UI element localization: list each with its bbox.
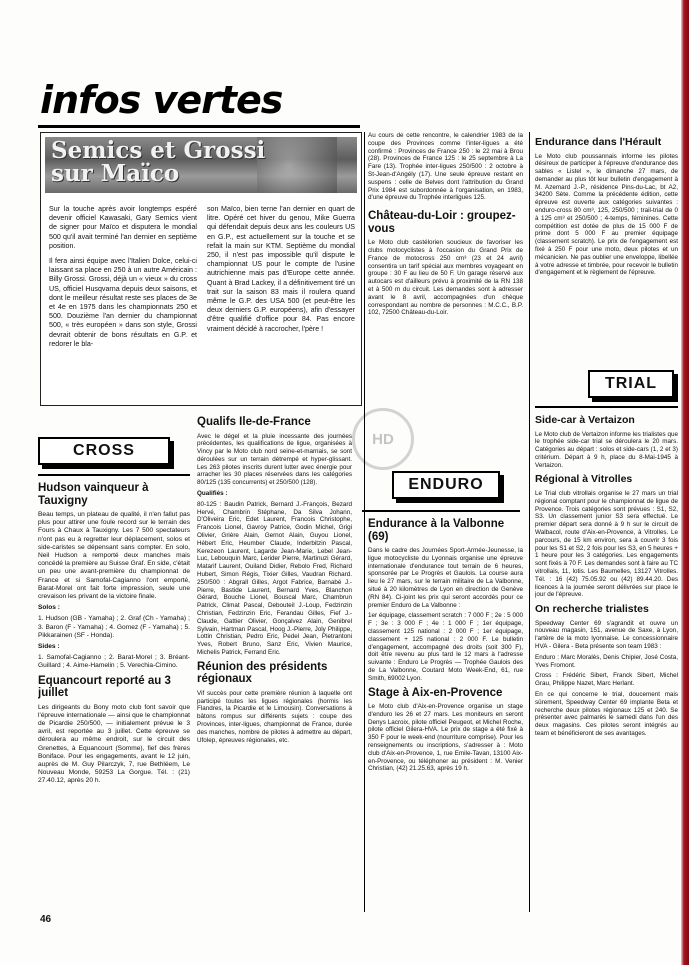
semics-title-line2: sur Maïco: [51, 160, 180, 187]
calendar-text: Au cours de cette rencontre, le calendrier 1983 de la coupe des Provinces comme l'inter-ligues a été confirmé : Provinces de France 250 : le 22 mai à Brou (28). Provinces de France 125 : le 25 septembre à La Fare (13). Trophée inter-ligues 250/500 : 2 octobre à St-Jean-d'Angély (17). Une seule épreuve restant en suspens : celle de Belves dont l'attribution du Grand Prix 1984 est subordonnée à l'organisation, en 1983, d'une épreuve du Trophée interligues 125.: [368, 132, 523, 202]
hudson-title: Hudson vainqueur à Tauxigny: [38, 482, 149, 507]
equancourt-text: Les dirigeants du Bony moto club font savoir que l'épreuve internationale — ainsi que le championnat de Picardie 250/500, — initialement prévue le 3 avril, est reportée au 3 juillet. Cette épreuve se déroulera au même endroit, sur le circuit des Grenettes, à Equancourt (Somme), fief des frères Boniface. Pour les engagements, avant le 12 juin, auprès de M. Guy Pilarczyk, 7, rue Bethléem, Le Nouveau Monde, 59253 La Gorgue. Tél. : (21) 27.40.12, après 20 h.: [38, 703, 190, 785]
rider-photo: [257, 137, 337, 193]
trialistes-text: Speedway Center 69 s'agrandit et ouvre un nouveau magasin, 151, avenue de Saxe, à Lyon, l'artère de la moto lyonnaise. Le concessionnaire HVA - Gilera - Beta présente son team 1983 :: [535, 619, 678, 651]
semics-title: [51, 139, 265, 185]
sides-results: 1. Samofal-Cagianno ; 2. Barat-Morel ; 3. Bréant-Guillard ; 4. Aime-Hamelin ; 5. Verechia-Cimino.: [38, 654, 190, 670]
valbonne-title: Endurance à la Valbonne (69): [368, 518, 505, 543]
solos-label: Solos :: [38, 604, 60, 612]
column-divider: [529, 132, 530, 912]
aix-text: Le Moto club d'Aix-en-Provence organise un stage d'enduro les 26 et 27 mars. Les moniteurs en seront Denys Lacroix, pilote officiel Peugeot, et Michel Roche, pilote officiel Gilera-HVA. Le prix de stage a été fixé à 350 F pour le week-end (nourriture comprise). Pour les renseignements ou inscriptions, s'adresser à : Moto club d'Aix-en-Provence, 1, rue Emile-Tavan, 13100 Aix-en-Provence, ou téléphoner au président : M. Venier Christian, (42) 21.25.63, après 19 h.: [368, 703, 523, 773]
valbonne-text: Dans le cadre des Journées Sport-Armée-Jeunesse, la ligue motocycliste du Lyonnais organise une épreuve internationale d'endurance tout terrain de 6 heures, sponsorée par Le Progrès et Gaulois. La course aura lieu le 27 mars, sur le terrain militaire de La Valbonne, situé à 20 kilomètres de Lyon en direction de Genève (RN 84). Ci-joint les prix qui seront accordés pour ce premier Enduro de La Valbonne :: [368, 547, 523, 609]
hd-watermark: HD: [352, 408, 414, 470]
cross-column: [38, 478, 190, 908]
enduro-column: [368, 514, 523, 914]
qualified-list: 80-125 : Baudin Patrick, Bernard J.-François, Bezard Hervé, Chambrin Stéphane, Da Silva Johann, D'Oliveira Eric, Edet Laurent, Francois Christophe, Francois Lionel, Gavroy Patrice, Godin Michel, Grigi Olivier, Grière Alain, Gernot Alain, Guyou Lionel, Hébert Eric, Heumber Claude, Inderbitzin Pascal, Kerezeon Laurent, Lagarde Jean-Marie, Lebel Jean-Luc, Lebouquin Marc, Lerider Pierre, Martinuzi Gérard, Matarif Laurent, Ouiland Didier, Rebolo Fred, Richard Hubert, Simon Régis, Tixier Gilles, Vaudran Richard. 250/500 : Abgrall Gilles, Argot Fabrice, Barnabé J.-Pierre, Bastide Laurent, Bernard Yves, Blanchon Gérard, Bouche Lionel, Bouscal Marc, Chambrun Patrick, Climat Pascal, Debouteil J.-Loup, Fedzinzin Christian, Fedzinzin Eric, Ferandau Gilles, Fief J.-Claude, Gattier Olivier, Gonçalvez Alain, Genibrel Sylvain, Hartman Pascal, Hoog J.-Pierre, Joly Philippe, Lottin Christian, Pedro Eric, Pedel Jean, Pietrantoni Yves, Robert Bruno, Sanz Eric, Vivien Maurice, Michelis Patrick, Ferrand Eric.: [197, 500, 352, 657]
chateau-text: Le Moto club castélorien soucieux de favoriser les clubs motocyclistes à l'occasion du Grand Prix de France de motocross 250 cm³ (23 et 24 avril) consentira un tarif spécial aux membres voyageant en groupe : 30 F au lieu de 50 F. Un garage réservé aux autocars est d'ailleurs prévu à proximité de la RN 138 et à 500 m du circuit. Les demandes sont à adresser avant le 8 avril, accompagnées d'un chèque correspondant au nombre de personnes : M.C.C., B.P. 102, 72500 Château-du-Loir.: [368, 239, 523, 317]
semics-right-column: son Maïco, bien terne l'an dernier en quart de litre. Opéré cet hiver du genou, Mike Guerra qui défendait depuis deux ans les couleurs US en G.P., est actuellement sur la touche et se refait la main sur KTM. Septième du mondial 250, il n'est pas impossible qu'il dispute le championnat US pour le compte de l'usine autrichienne mais pas d'Europe cette année. Quant à Brad Lackey, il a définitivement tiré un trait sur la saison 83 mais il roulera quand même le G.P. des USA 500 (et peut-être les deux derniers G.P. européens), afin d'essayer d'être qualifié d'office pour 84. Pas encore vraiment décidé à raccrocher, l'père !: [207, 205, 355, 333]
semics-title-line1: Semics et Grossi: [51, 137, 266, 164]
chateau-title: Château-du-Loir : groupez-vous: [368, 210, 516, 235]
cross-team: Cross : Frédéric Sibert, Franck Sibert, Michel Grau, Philippe Nazet, Marc Herlant.: [535, 672, 678, 688]
qualifs-column: [197, 412, 352, 912]
sidecar-title: Side-car à Vertaizon: [535, 414, 635, 426]
herault-text: Le Moto club poussannais informe les pilotes désireux de participer à l'épreuve d'endurance des sables « Listel », le dimanche 27 mars, de demander au plus tôt leur bulletin d'engagement à M. Azemard J.-P., résidence Pins-du-Lac, bt A2, 34200 Sète. Comme la précédente édition, cette épreuve est ouverte aux catégories suivantes : enduro-cross 80 cm³, 125, 250/500 ; trail-trial de 0 à 125 cm³ et 250/500 ; 4-temps, féminines. Cette compétition est dotée de plus de 15 000 F de prime dont 5 000 F au premier équipage (classement scratch). Le prix de l'engagement est fixé à 250 F pour une moto, deux pilotes et un mécanicien. Ne pas oublier une enveloppe, libellée à votre adresse et timbrée, pour recevoir le bulletin d'engagement et le règlement de l'épreuve.: [535, 152, 678, 277]
semics-left-column: [49, 205, 197, 349]
valbonne-prizes: 1er équipage, classement scratch : 7 000 F ; 2e : 5 000 F ; 3e : 3 000 F ; 4e : 1 000 F ; 1er équipage, classement 125 national : 2 000 F ; 1er équipage, classement + 125 national : 2 000 F. Le bulletin d'engagement, accompagné des droits (soit 300 F), doit être revenu au plus tard le 12 mars à l'adresse suivante : Enduro Le Progrès — Trophée Gaulois des de La Valbonne, Coutard Moto Week-End, 61, rue Smith, 69002 Lyon.: [368, 612, 523, 682]
reunion-text: Vif succès pour cette première réunion à laquelle ont participé toutes les ligues régionales (hormis les Flandres, la Picardie et le Limousin). Conversations à bâtons rompus sur différents sujets : coupe des Provinces, inter-ligues, championnat de France, durée des manches, nombre de pilotes à admettre au départ, Ufolep, épreuves régionales, etc.: [197, 689, 352, 744]
enduro-rule: [362, 510, 520, 512]
cross-section-bar: CROSS: [38, 437, 170, 465]
page-headline: infos vertes: [40, 78, 283, 122]
vitrolles-title: Régional à Vitrolles: [535, 473, 633, 486]
qualifs-intro: Avec le dégel et la pluie incessante des journées précédentes, les qualifications de ligue, organisées à Vincy par le Moto club nord seine-et-marnais, se sont déroulées sur un terrain détrempé et hyper-glissant. Les 263 pilotes inscrits durent lutter avec énergie pour arracher les 30 places réservées dans les catégories 80/125 (135 concurrents) et 250/500 (128).: [197, 432, 352, 487]
enduro-team: Enduro : Marc Moralès, Denis Chipier, José Costa, Yves Fromont.: [535, 653, 678, 669]
vitrolles-text: Le Trial club vitrollais organise le 27 mars un trial régional comptant pour le championnat de ligue de Provence. Trois catégories sont prévues : S1, S2, S3. Un classement junior S3 sera effectué. Le premier départ sera donné à 9 h sur le circuit de Walbacol, route d'Aix-en-Provence, à Vitrolles. Le parcours, de 15 km environ, sera à couvrir 3 fois pour les S1 et S2, 2 fois pour les S3, en 5 heures + 1 heure pour les 3 catégories. Les engagements sont fixés à 70 F. Les demandes sont à faire au TC vitrollais, 11, lotis. Les Baumelles, 13127 Vitrolles. Tél. : 16 (42) 75.05.92 ou (42) 89.44.20. Des licences à la journée seront délivrées sur place le jour de l'épreuve.: [535, 489, 678, 599]
sidecar-text: Le Moto club de Vertaizon informe les trialistes que le trophée side-car trial se déroulera le 20 mars. Catégories au départ : solos et side-cars (1, 2 et 3) critérium. Départ à 9 h, place du 8-Mai-1945 à Vertaizon.: [535, 430, 678, 469]
page-spine-edge: [681, 0, 689, 965]
trial-rule: [535, 406, 678, 408]
cross-rule: [38, 474, 190, 476]
qualifs-title: Qualifs Ile-de-France: [197, 416, 311, 428]
semics-paragraph: Sur la touche après avoir longtemps espéré devenir officiel Kawasaki, Gary Semics vient de signer pour Maïco et disputera le mondial 500 qu'il avait terminé l'an dernier en septième position.: [49, 205, 197, 250]
semics-paragraph: Il fera ainsi équipe avec l'Italien Dolce, celui-ci laissant sa place en 250 à un autre Américain : Billy Grossi. Grossi, déjà un « vieux » du cross US, officiel Husqvarna depuis deux saisons, et dont le meilleur résultat reste ses places de 3e et 4e en 1975 dans les championnats 250 et 500. Douzième l'an dernier du championnat 500, « très européen » dans son style, Grossi devrait obtenir de bons résultats en G.P. et redorer le bla-: [49, 257, 197, 348]
enduro-section-bar: ENDURO: [392, 471, 500, 499]
herault-column: [535, 132, 678, 364]
hudson-text: Beau temps, un plateau de qualité, il n'en fallut pas plus pour attirer une foule record sur le terrain des Fours à Chaux à Tauxigny. Les 7 500 spectateurs n'ont pas eu à regretter leur déplacement, solos et side-caristes se dépensant sans compter. En solo, Neil Hudson a remporté deux manches mais concédé la première au Suisse Graf. En side, c'était un peu une avant-première du championnat de France et si Samofal-Cagianno l'ont emporté, Barat-Morel ont fait forte impression, seule une crevaison les privant de la victoire finale.: [38, 511, 190, 601]
middle-upper-column: [368, 132, 523, 422]
semics-photo-banner: [45, 137, 357, 193]
headline-rule: [38, 125, 360, 128]
solos-results: 1. Hudson (GB - Yamaha) ; 2. Graf (Ch - Yamaha) ; 3. Baron (F - Yamaha) ; 4. Gomez (F - Yamaha) ; 5. Pikkarainen (SF - Honda).: [38, 615, 190, 639]
trialistes-end: En ce qui concerne le trial, doucement mais sûrement, Speedway Center 69 implante Beta et recherche deux pilotes régionaux 125 et 240. Se présenter avec palmarès le samedi dans l'un des deux magasins. Ces pilotes seront intégrés au team et bénéficieront de ses avantages.: [535, 691, 678, 737]
reunion-title: Réunion des présidents régionaux: [197, 660, 328, 686]
sides-label: Sides :: [38, 643, 60, 651]
page-number: 46: [40, 914, 52, 925]
trial-section-bar: TRIAL: [588, 370, 674, 398]
qualified-label: Qualifiés :: [197, 490, 228, 498]
column-divider: [364, 132, 365, 912]
herault-title: Endurance dans l'Hérault: [535, 136, 662, 148]
trial-column: [535, 410, 678, 915]
semics-article-box: [40, 132, 362, 406]
equancourt-title: Equancourt reporté au 3 juillet: [38, 674, 171, 700]
trialistes-title: On recherche trialistes: [535, 603, 649, 616]
aix-title: Stage à Aix-en-Provence: [368, 686, 503, 699]
